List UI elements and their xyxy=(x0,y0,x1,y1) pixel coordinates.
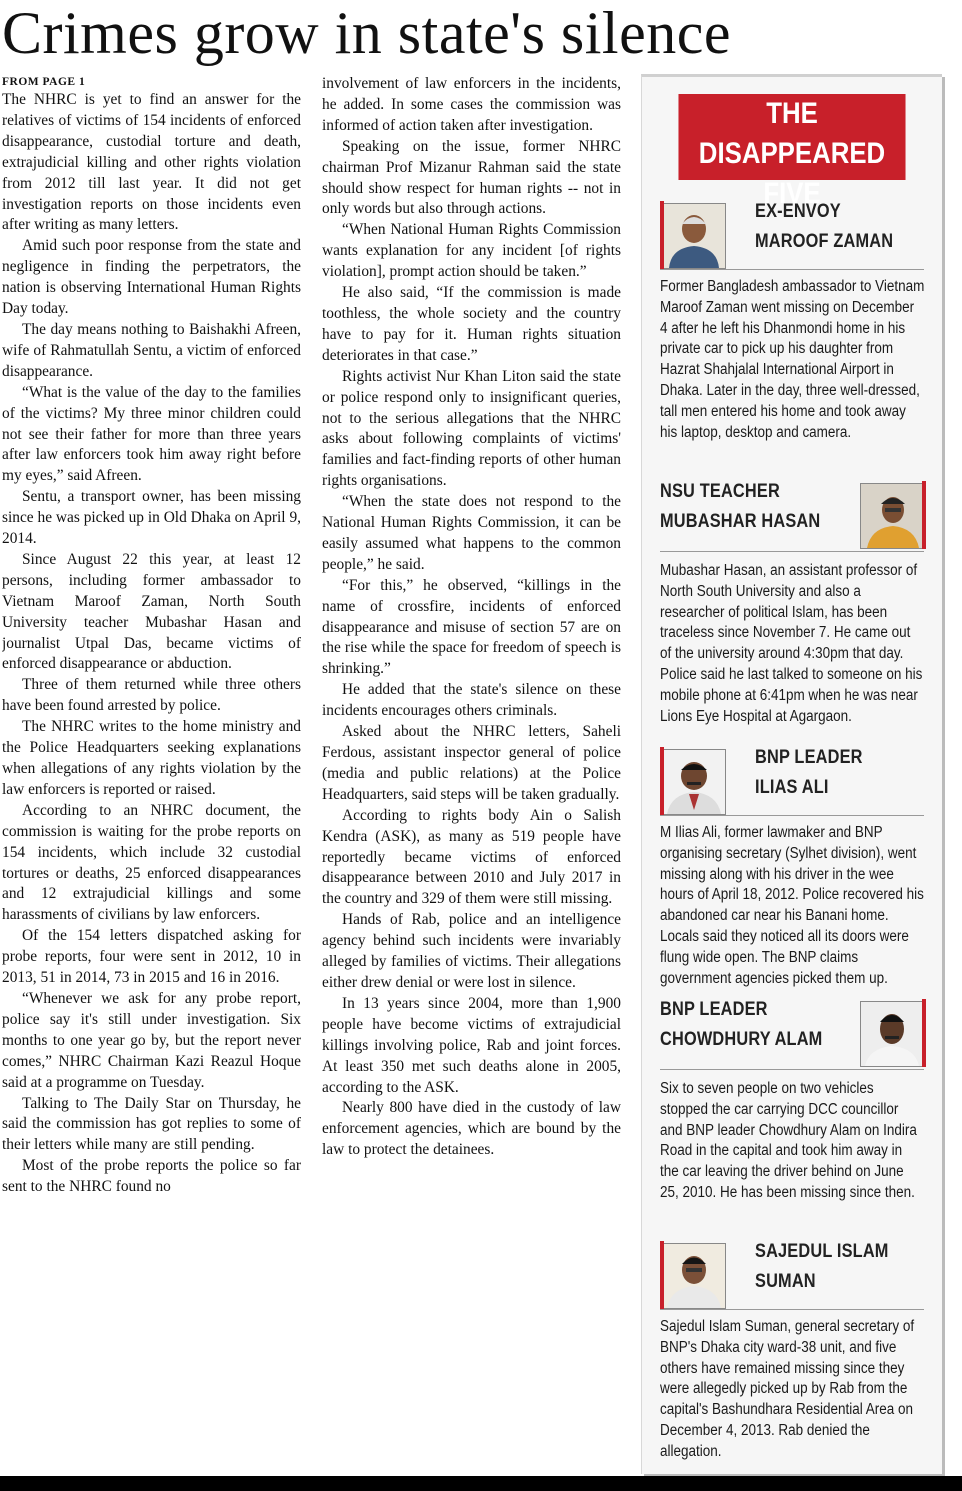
divider xyxy=(660,269,924,270)
paragraph: Rights activist Nur Khan Liton said the state or police respond only to insignificant queries, not to the serious allegations that the NHRC asks about following complaints of victims' families and fact-finding reports of other human rights organisations. xyxy=(322,367,621,490)
profile-body: Six to seven people on two vehicles stopped the car carrying DCC councillor and BNP leader Chowdhury Alam on Indira Road in the capital and took him away in the car leaving the driver behind on June 25, 2010. He has been missing since then. xyxy=(660,1080,917,1201)
profile-title xyxy=(755,743,863,803)
profile-body: Sajedul Islam Suman, general secretary of BNP's Dhaka city ward-38 unit, and five others have remained missing since they were allegedly picked up by Rab from the capital's Bashundhara Residential Area on December 4, 2013. Rab denied the allegation. xyxy=(660,1318,915,1460)
paragraph: “When National Human Rights Commission wants explanation for any incident [of rights violation], prompt action should be taken.” xyxy=(322,221,621,281)
paragraph: Most of the probe reports the police so far sent to the NHRC found no xyxy=(2,1157,301,1196)
sidebar-title xyxy=(678,94,905,210)
divider xyxy=(660,815,924,816)
kicker: FROM PAGE 1 xyxy=(2,76,86,88)
portrait-icon xyxy=(662,1243,726,1309)
paragraph: The day means nothing to Baishakhi Afreen, wife of Rahmatullah Sentu, a victim of enforced disappearance. xyxy=(2,320,301,380)
profile-body: M Ilias Ali, former lawmaker and BNP organising secretary (Sylhet division), went missing along with his driver in the wee hours of April 18, 2012. Police recovered his abandoned car near his Banani home. Locals said they noticed all its doors were flung wide open. The BNP claims government agencies picked them up. xyxy=(660,824,924,987)
accent-bar xyxy=(660,201,664,269)
paragraph: Of the 154 letters dispatched asking for probe reports, four were sent in 2012, 10 in 2013, 51 in 2014, 73 in 2015 and 16 in 2016. xyxy=(2,927,301,987)
paragraph: According to rights body Ain o Salish Kendra (ASK), as many as 519 people have reportedly became victims of enforced disappearance between 2010 and July 2017 in the country and 329 of them were still missing. xyxy=(322,806,621,908)
article-column-2 xyxy=(322,74,621,1479)
profile-title-line2: CHOWDHURY ALAM xyxy=(660,1029,823,1050)
disappeared-sidebar xyxy=(641,74,942,1474)
profile-body: Mubashar Hasan, an assistant professor of North South University and also a researcher of political Islam, has been traceless since November 7. He came out of the university around 4:30pm that day. Police said he last talked to someone on his mobile phone at 6:41pm when he was near Lions Eye Hospital at Agargaon. xyxy=(660,562,923,725)
profile-title-line1: BNP LEADER xyxy=(755,747,863,768)
profile-title-line1: NSU TEACHER xyxy=(660,481,780,502)
profile-title-line2: MUBASHAR HASAN xyxy=(660,511,821,532)
portrait-icon xyxy=(860,483,924,549)
paragraph: involvement of law enforcers in the incidents, he added. In some cases the commission was informed of action taken after investigation. xyxy=(322,75,621,134)
paragraph: Amid such poor response from the state and negligence in finding the perpetrators, the nation is observing International Human Rights Day today. xyxy=(2,237,301,318)
accent-bar xyxy=(922,999,926,1067)
paragraph: Speaking on the issue, former NHRC chairman Prof Mizanur Rahman said the state should show respect for human rights -- not in only words but also through actions. xyxy=(322,137,621,218)
page-bottom-border xyxy=(0,1476,962,1491)
paragraph: Asked about the NHRC letters, Saheli Ferdous, assistant inspector general of police (media and public relations) at the Police Headquarters, said steps will be taken gradually. xyxy=(322,723,621,803)
paragraph: According to an NHRC document, the commission is waiting for the probe reports on 154 incidents, which include 32 custodial tortures or deaths, 25 enforced disappearances and 12 extrajudicial killings and some harassments of civilians by law enforcers. xyxy=(2,801,301,924)
paragraph: He added that the state's silence on these incidents encourages others criminals. xyxy=(322,681,621,720)
paragraph: In 13 years since 2004, more than 1,900 people have become victims of extrajudicial killings involving police, Rab and joint forces. At least 350 met such deaths alone in 2005, according to the ASK. xyxy=(322,994,621,1096)
portrait-icon xyxy=(860,1001,924,1067)
article-column-1 xyxy=(2,74,301,1479)
profile-title xyxy=(660,995,822,1055)
divider xyxy=(660,1069,924,1070)
profile-title xyxy=(755,1237,889,1297)
paragraph: He also said, “If the commission is made toothless, the whole society and the country have to pay for it. Human rights situation deteriorates in that case.” xyxy=(322,284,621,364)
sidebar-title-line2: FIVE xyxy=(763,177,821,210)
accent-bar xyxy=(660,1241,664,1309)
divider xyxy=(660,1309,924,1310)
profile-title-line1: EX-ENVOY xyxy=(755,201,841,222)
profile-title-line1: SAJEDUL ISLAM xyxy=(755,1241,889,1262)
profile-title-line1: BNP LEADER xyxy=(660,999,768,1020)
sidebar-title-line1: THE DISAPPEARED xyxy=(698,97,886,170)
profile-title-line2: SUMAN xyxy=(755,1271,816,1292)
paragraph: Hands of Rab, police and an intelligence agency behind such incidents were invariably alleged by families of victims. Their allegations either drew denial or were lost in silence. xyxy=(322,911,621,991)
paragraph: Nearly 800 have died in the custody of law enforcement agencies, which are bound by the law to protect the detainees. xyxy=(322,1099,621,1159)
paragraph: “When the state does not respond to the National Human Rights Commission, it can be easily assumed what happens to the common people,” he said. xyxy=(322,493,621,573)
accent-bar xyxy=(922,481,926,549)
portrait-icon xyxy=(662,749,726,815)
portrait-icon xyxy=(662,203,726,269)
paragraph: Sentu, a transport owner, has been missing since he was picked up in Old Dhaka on April 9, 2014. xyxy=(2,488,301,548)
paragraph: “For this,” he observed, “killings in the name of crossfire, incidents of enforced disappearance and misuse of section 57 are on the rise while the space for freedom of speech is shrinking.” xyxy=(322,576,621,678)
divider xyxy=(660,551,924,552)
profile-title-line2: MAROOF ZAMAN xyxy=(755,231,894,252)
profile-title xyxy=(755,197,893,257)
paragraph: The NHRC is yet to find an answer for the relatives of victims of 154 incidents of enforced disappearance, custodial torture and death, extrajudicial killing and other rights violation from 2012 till last year. It did not get investigation reports on those incidents even after writing as many letters. xyxy=(2,91,301,234)
paragraph: Talking to The Daily Star on Thursday, he said the commission has got replies to some of their letters while many are still pending. xyxy=(2,1094,301,1154)
profile-title-line2: ILIAS ALI xyxy=(755,777,829,798)
paragraph: Since August 22 this year, at least 12 persons, including former ambassador to Vietnam Maroof Zaman, North South University teacher Mubashar Hasan and journalist Utpal Das, became victims of enforced disappearance or abduction. xyxy=(2,550,301,673)
profile-title xyxy=(660,477,820,537)
accent-bar xyxy=(660,747,664,815)
paragraph: “What is the value of the day to the families of the victims? My three minor children could not see their father for more than three years after law enforcers took him away right before my eyes,” said Afreen. xyxy=(2,383,301,485)
paragraph: The NHRC writes to the home ministry and the Police Headquarters seeking explanations when allegations of any rights violation by the law enforcers is reported or raised. xyxy=(2,718,301,798)
paragraph: Three of them returned while three others have been found arrested by police. xyxy=(2,676,301,715)
headline: Crimes grow in state's silence xyxy=(2,0,731,66)
paragraph: “Whenever we ask for any probe report, police say it's still under investigation. Six months to one year go by, but the report never comes,” NHRC Chairman Kazi Reazul Hoque said at a programme on Tuesday. xyxy=(2,989,301,1091)
profile-body: Former Bangladesh ambassador to Vietnam Maroof Zaman went missing on December 4 after he left his Dhanmondi home in his private car to pick up his daughter from Hazrat Shahjalal International Airport in Dhaka. Later in the day, three well-dressed, tall men entered his home and took away his laptop, desktop and camera. xyxy=(660,278,925,441)
